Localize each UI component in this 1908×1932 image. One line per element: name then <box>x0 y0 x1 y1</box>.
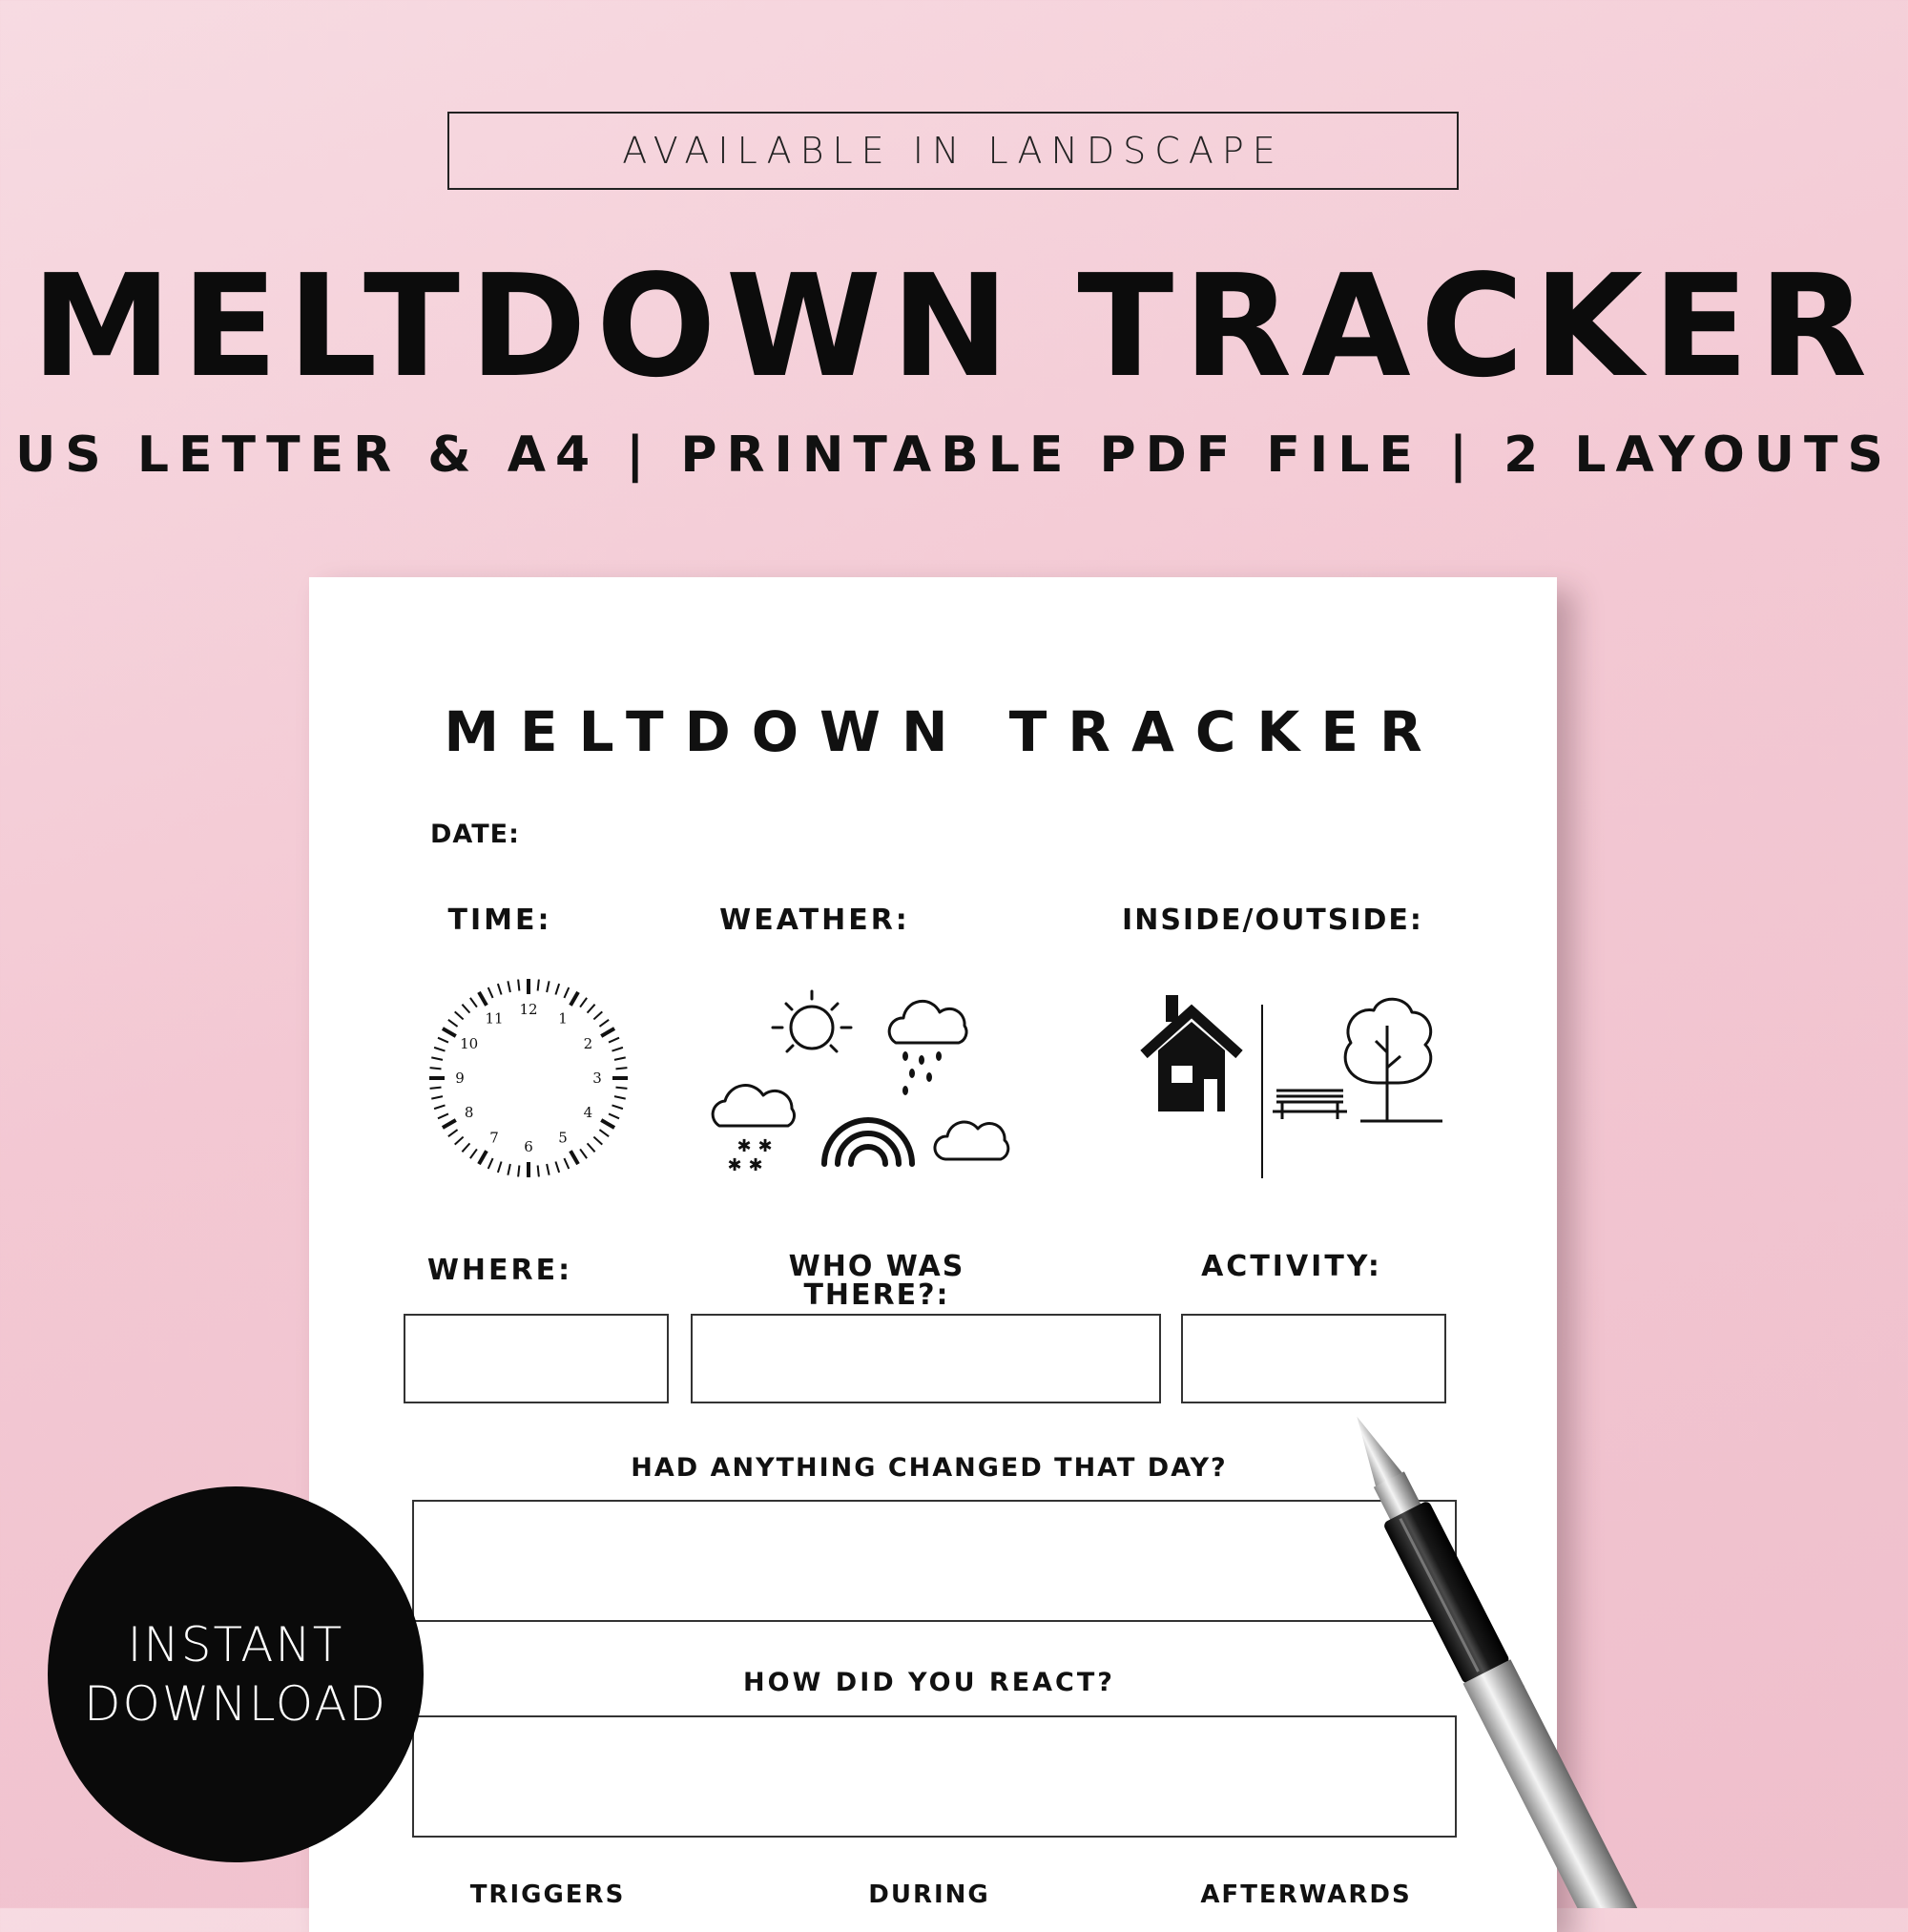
subtitle: US LETTER & A4 | PRINTABLE PDF FILE | 2 LAYOUTS <box>15 426 1893 484</box>
clock-tick <box>538 980 539 991</box>
who-label: WHO WAS THERE?: <box>788 1250 965 1312</box>
rain-cloud-icon <box>889 1001 966 1095</box>
clock-tick <box>564 987 569 998</box>
clock-tick <box>555 1161 559 1172</box>
rainbow-icon <box>824 1120 912 1164</box>
clock-tick <box>580 1149 587 1158</box>
clock-tick <box>612 1105 622 1109</box>
cloud-icon <box>935 1122 1008 1159</box>
clock-number: 3 <box>592 1070 602 1087</box>
clock-tick <box>498 984 502 994</box>
clock-number: 8 <box>464 1104 474 1121</box>
clock-tick <box>488 987 493 998</box>
inside-outside-icons <box>1139 987 1444 1188</box>
tracker-sheet <box>309 577 1557 1932</box>
svg-text:✱: ✱ <box>757 1136 773 1156</box>
clock-tick <box>547 1164 549 1175</box>
clock-tick <box>615 1088 627 1089</box>
clock-tick <box>593 1137 602 1145</box>
where-label: WHERE: <box>426 1254 573 1287</box>
clock-tick <box>615 1068 627 1069</box>
clock-tick <box>508 981 509 992</box>
clock-number: 9 <box>455 1070 465 1087</box>
svg-text:✱: ✱ <box>727 1155 742 1175</box>
clock-tick <box>599 1020 609 1027</box>
clock-number: 5 <box>558 1129 568 1147</box>
clock-tick <box>434 1048 445 1051</box>
clock-tick <box>430 1088 442 1089</box>
clock-tick <box>438 1038 448 1043</box>
clock-tick <box>479 1151 487 1164</box>
clock-tick <box>547 981 549 992</box>
svg-text:✱: ✱ <box>736 1136 752 1156</box>
clock-tick <box>609 1038 619 1043</box>
date-label: DATE: <box>430 820 520 849</box>
clock-number: 4 <box>583 1104 593 1121</box>
clock-tick <box>443 1028 456 1036</box>
clock-tick <box>434 1105 445 1109</box>
clock-tick <box>488 1158 493 1169</box>
clock-tick <box>555 984 559 994</box>
clock-tick <box>588 1005 595 1013</box>
clock-tick <box>498 1161 502 1172</box>
changed-field[interactable] <box>412 1500 1457 1622</box>
clock-tick <box>614 1096 626 1098</box>
clock-tick <box>601 1028 614 1036</box>
clock-tick <box>614 1057 626 1059</box>
react-label: HOW DID YOU REACT? <box>743 1668 1115 1697</box>
clock-tick <box>599 1130 609 1136</box>
clock-tick <box>462 1005 469 1013</box>
activity-label: ACTIVITY: <box>1201 1250 1382 1283</box>
clock-tick <box>430 1068 442 1069</box>
clock-tick <box>455 1011 464 1019</box>
weather-icons <box>710 978 1063 1188</box>
clock-number: 6 <box>524 1138 533 1155</box>
weather-label: WEATHER: <box>719 904 910 937</box>
snow-cloud-icon <box>713 1086 794 1175</box>
clock-tick <box>612 1048 622 1051</box>
landscape-banner <box>447 112 1459 190</box>
clock-number: 7 <box>489 1129 499 1147</box>
clock-tick <box>609 1113 619 1118</box>
clock-tick <box>570 1151 578 1164</box>
clock-number: 11 <box>485 1009 504 1028</box>
clock-tick <box>470 998 477 1008</box>
afterwards-label: AFTERWARDS <box>1200 1880 1412 1909</box>
clock-tick <box>580 998 587 1008</box>
clock-tick <box>438 1113 448 1118</box>
bench-icon <box>1273 1091 1347 1119</box>
where-field[interactable] <box>404 1314 669 1403</box>
sheet-title: MELTDOWN TRACKER <box>444 699 1443 764</box>
clock-tick <box>564 1158 569 1169</box>
clock-tick <box>448 1130 458 1136</box>
clock-number: 12 <box>519 1001 538 1018</box>
sun-icon <box>773 991 851 1051</box>
instant-download-badge <box>48 1486 424 1862</box>
clock-tick <box>470 1149 477 1158</box>
time-label: TIME: <box>447 904 552 937</box>
clock-tick <box>431 1057 443 1059</box>
activity-field[interactable] <box>1181 1314 1446 1403</box>
clock-tick <box>443 1120 456 1128</box>
clock-tick <box>570 992 578 1006</box>
react-field[interactable] <box>412 1715 1457 1838</box>
badge-line-2: DOWNLOAD <box>84 1676 387 1732</box>
clock-tick <box>508 1164 509 1175</box>
clock-tick <box>431 1096 443 1098</box>
clock-tick <box>518 980 519 991</box>
main-title: MELTDOWN TRACKER <box>31 244 1877 408</box>
clock-number: 10 <box>460 1035 479 1052</box>
clock-tick <box>455 1137 464 1145</box>
clock-tick <box>462 1143 469 1152</box>
clock-tick <box>479 992 487 1006</box>
inside-outside-label: INSIDE/OUTSIDE: <box>1122 904 1423 937</box>
clock-tick <box>538 1165 539 1176</box>
clock-tick <box>518 1165 519 1176</box>
clock-tick <box>593 1011 602 1019</box>
clock-number: 2 <box>583 1035 593 1052</box>
house-icon <box>1144 995 1239 1111</box>
during-label: DURING <box>868 1880 990 1909</box>
svg-text:✱: ✱ <box>748 1155 763 1175</box>
clock-icon <box>424 973 633 1183</box>
clock-tick <box>588 1143 595 1152</box>
banner-text: AVAILABLE IN LANDSCAPE <box>622 130 1284 172</box>
clock-tick <box>601 1120 614 1128</box>
clock-tick <box>448 1020 458 1027</box>
clock-number: 1 <box>558 1009 568 1028</box>
who-field[interactable] <box>691 1314 1161 1403</box>
triggers-label: TRIGGERS <box>469 1880 626 1909</box>
tree-icon <box>1345 999 1442 1121</box>
badge-line-1: INSTANT <box>127 1616 344 1672</box>
changed-label: HAD ANYTHING CHANGED THAT DAY? <box>631 1453 1228 1483</box>
